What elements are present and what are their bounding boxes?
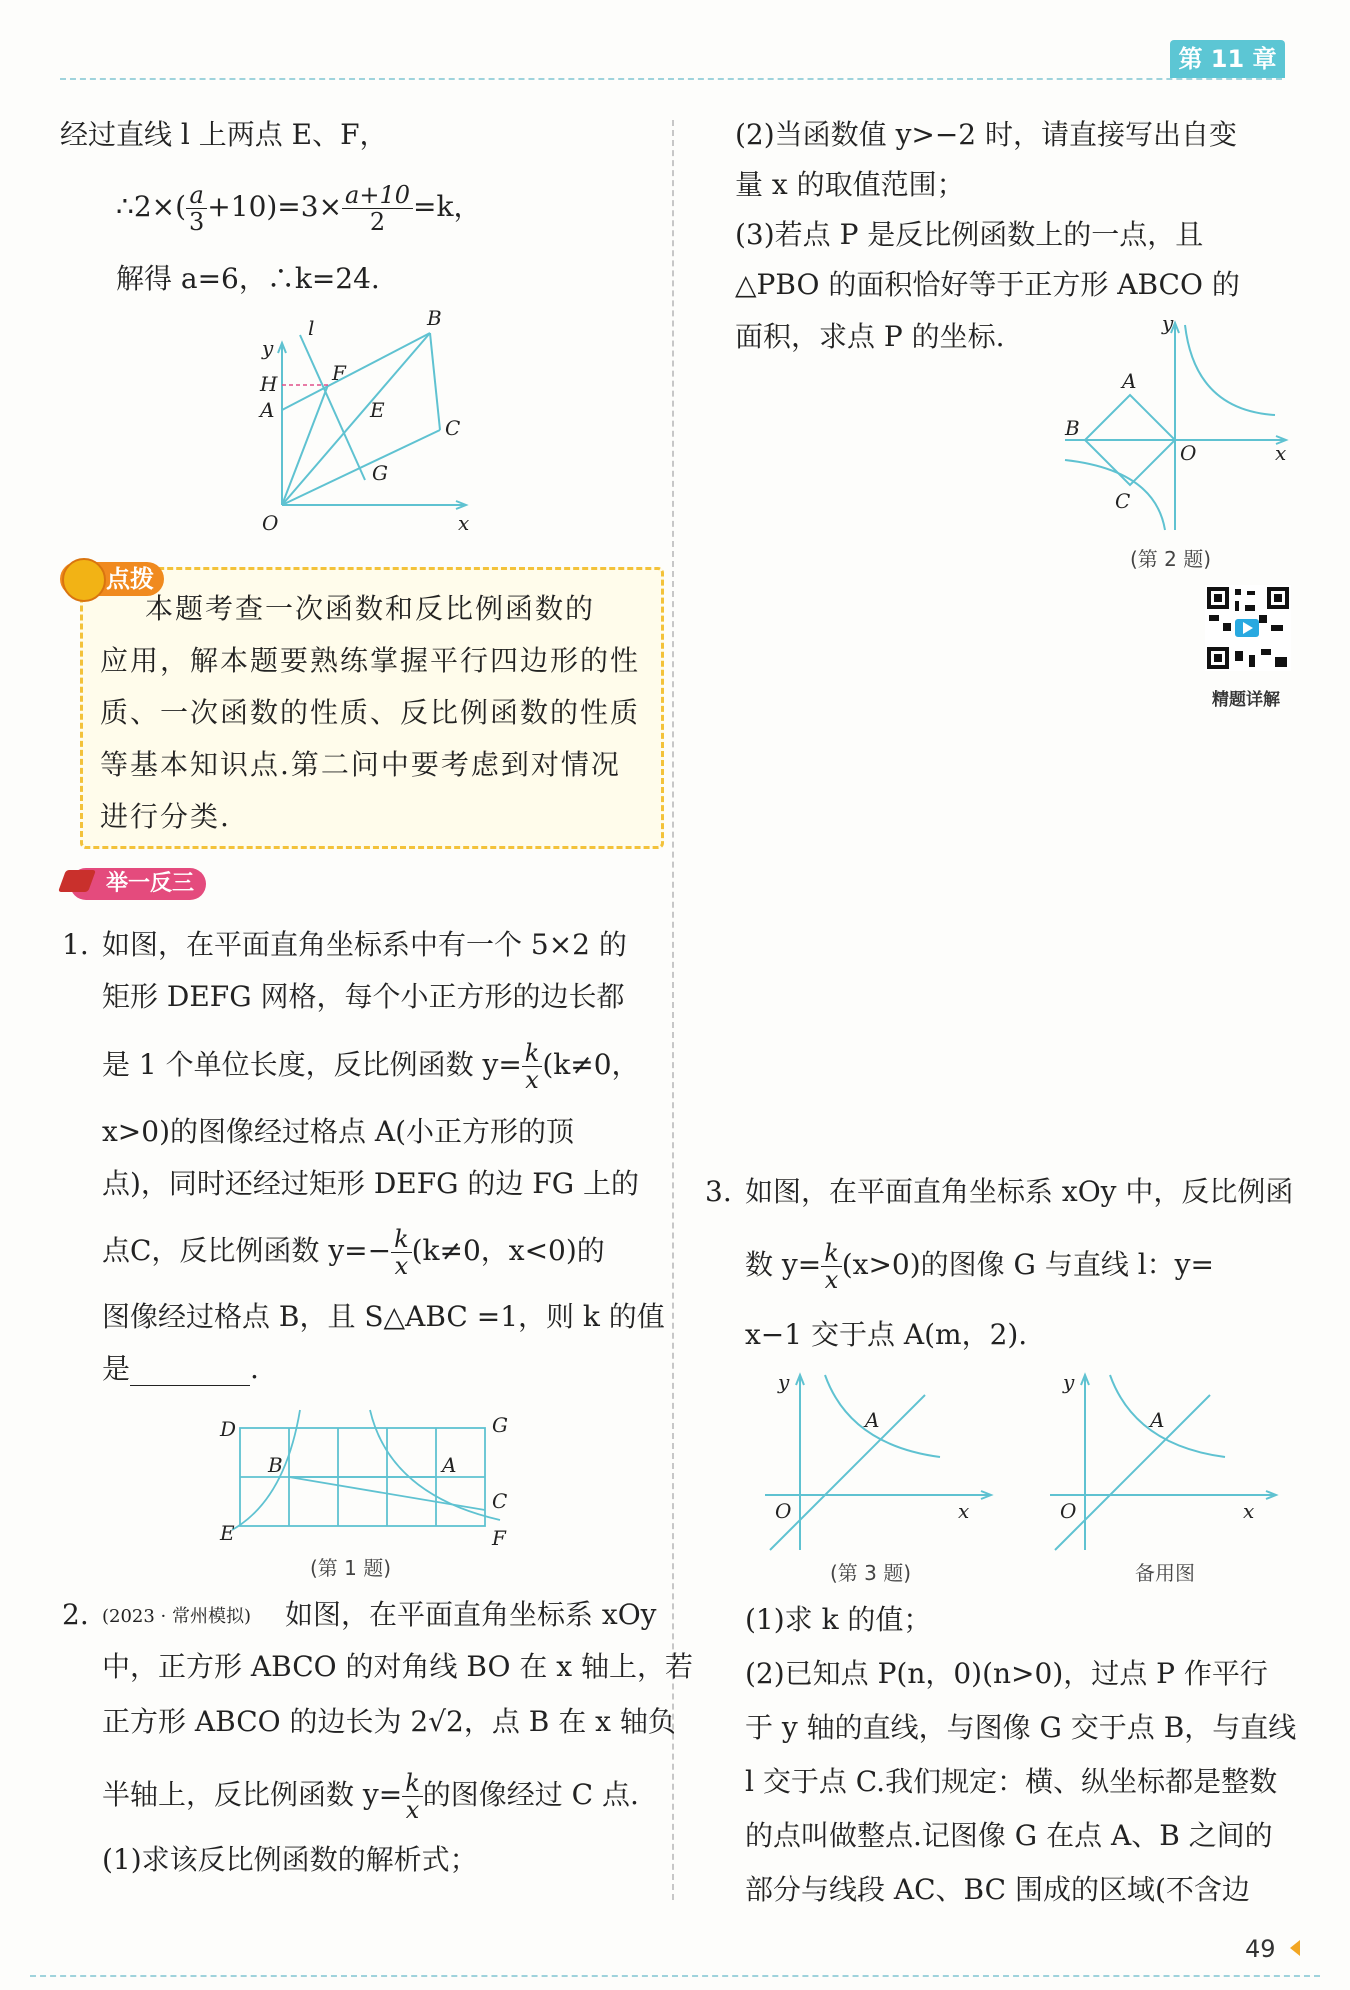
svg-text:B: B xyxy=(1065,416,1080,440)
q1-line-6: 点C，反比例函数 y=− $\frac{k}{x}$ (k≠0，x<0)的 xyxy=(102,1225,605,1280)
figure-q3-spare xyxy=(1045,1365,1285,1560)
svg-text:D: D xyxy=(220,1417,237,1441)
q1-line-8: 是 . xyxy=(102,1352,259,1385)
q2-part3-c: 面积，求点 P 的坐标. xyxy=(735,320,1005,353)
svg-text:y: y xyxy=(1063,1370,1075,1394)
mascot-icon xyxy=(62,558,106,602)
q1-caption: (第 1 题) xyxy=(310,1556,392,1580)
tip-badge: 点拨 xyxy=(60,562,164,596)
figure-q1-grid xyxy=(210,1400,510,1550)
q3-number: 3. xyxy=(705,1175,732,1208)
chapter-tab: 第 11 章 xyxy=(1170,40,1285,78)
tip-line-5: 进行分类. xyxy=(100,800,231,833)
q2-line-3: 正方形 ABCO 的边长为 2√2，点 B 在 x 轴负 xyxy=(102,1705,676,1738)
figure-q2-square xyxy=(1060,315,1300,540)
practice-badge: 举一反三 xyxy=(70,868,206,900)
footer-divider xyxy=(30,1975,1320,1977)
svg-text:O: O xyxy=(1180,441,1197,465)
tip-line-3: 质、一次函数的性质、反比例函数的性质 xyxy=(100,696,641,729)
header-divider xyxy=(60,78,1282,80)
svg-text:A: A xyxy=(442,1453,457,1477)
svg-text:B: B xyxy=(427,306,442,330)
svg-text:C: C xyxy=(445,416,461,440)
column-divider xyxy=(672,120,674,1900)
q3-part2-a: (2)已知点 P(n，0)(n>0)，过点 P 作平行 xyxy=(745,1657,1268,1690)
svg-text:C: C xyxy=(492,1489,508,1513)
q2-line-1: 如图，在平面直角坐标系 xOy xyxy=(285,1598,657,1631)
q1-line-4: x>0)的图像经过格点 A(小正方形的顶 xyxy=(102,1115,575,1148)
q3-line-3: x−1 交于点 A(m，2). xyxy=(745,1318,1028,1351)
q2-line-4: 半轴上，反比例函数 y= $\frac{k}{x}$ 的图像经过 C 点. xyxy=(102,1769,639,1824)
svg-text:y: y xyxy=(262,336,274,360)
q2-number: 2. xyxy=(62,1598,89,1631)
svg-text:O: O xyxy=(1060,1499,1077,1523)
figure-q3-main xyxy=(760,1365,1000,1560)
q3-part1: (1)求 k 的值； xyxy=(745,1603,932,1636)
svg-text:A: A xyxy=(260,398,275,422)
q1-line-7: 图像经过格点 B，且 S△ABC =1，则 k 的值 xyxy=(102,1300,665,1333)
svg-text:E: E xyxy=(370,398,385,422)
q2-caption: (第 2 题) xyxy=(1130,547,1212,571)
svg-text:G: G xyxy=(372,461,388,485)
svg-text:H: H xyxy=(260,372,278,396)
q3-caption: (第 3 题) xyxy=(830,1561,912,1585)
svg-text:y: y xyxy=(778,1370,790,1394)
svg-text:l: l xyxy=(308,316,315,340)
page-marker-icon xyxy=(1290,1940,1300,1956)
svg-text:x: x xyxy=(1275,441,1287,465)
svg-text:y: y xyxy=(1162,315,1174,335)
q3-line-2: 数 y= $\frac{k}{x}$ (x>0)的图像 G 与直线 l：y= xyxy=(745,1239,1214,1294)
q2-line-2: 中，正方形 ABCO 的对角线 BO 在 x 轴上，若 xyxy=(102,1650,693,1683)
q2-part3-a: (3)若点 P 是反比例函数上的一点，且 xyxy=(735,218,1204,251)
svg-text:O: O xyxy=(775,1499,792,1523)
q1-line-1: 如图，在平面直角坐标系中有一个 5×2 的 xyxy=(102,928,627,961)
svg-text:G: G xyxy=(492,1413,508,1437)
qr-code-icon[interactable] xyxy=(1205,585,1291,671)
tip-line-4: 等基本知识点.第二问中要考虑到对情况 xyxy=(100,748,621,781)
q2-part2-b: 量 x 的取值范围； xyxy=(735,168,965,201)
q1-number: 1. xyxy=(62,928,89,961)
q2-part3-b: △PBO 的面积恰好等于正方形 ABCO 的 xyxy=(735,268,1240,301)
qr-label: 精题详解 xyxy=(1212,690,1280,710)
svg-text:E: E xyxy=(220,1521,235,1545)
q2-part2-a: (2)当函数值 y>−2 时，请直接写出自变 xyxy=(735,118,1238,151)
svg-text:A: A xyxy=(1150,1408,1165,1432)
q2-part1: (1)求该反比例函数的解析式； xyxy=(102,1843,478,1876)
svg-text:F: F xyxy=(492,1526,506,1550)
q1-line-3: 是 1 个单位长度，反比例函数 y= $\frac{k}{x}$ (k≠0， xyxy=(102,1039,640,1094)
svg-text:x: x xyxy=(1243,1499,1255,1523)
left-equation: ∴2×( $\frac{a}{3}$ +10)=3× $\frac{a+10}{2}$ =k， xyxy=(116,181,482,236)
q1-line-2: 矩形 DEFG 网格，每个小正方形的边长都 xyxy=(102,980,625,1013)
svg-text:x: x xyxy=(458,511,470,535)
q3-spare-caption: 备用图 xyxy=(1135,1561,1195,1585)
q3-part2-c: l 交于点 C.我们规定：横、纵坐标都是整数 xyxy=(745,1765,1278,1798)
svg-text:A: A xyxy=(1122,369,1137,393)
q3-part2-e: 部分与线段 AC、BC 围成的区域(不含边 xyxy=(745,1873,1250,1906)
q2-source: (2023 · 常州模拟) xyxy=(102,1606,252,1627)
q1-line-5: 点)，同时还经过矩形 DEFG 的边 FG 上的 xyxy=(102,1167,640,1200)
figure-parallelogram xyxy=(240,305,490,535)
svg-text:A: A xyxy=(865,1408,880,1432)
left-line-1: 经过直线 l 上两点 E、F， xyxy=(60,118,388,151)
q3-line-1: 如图，在平面直角坐标系 xOy 中，反比例函 xyxy=(745,1175,1294,1208)
svg-text:B: B xyxy=(268,1453,283,1477)
q3-part2-b: 于 y 轴的直线，与图像 G 交于点 B，与直线 xyxy=(745,1711,1297,1744)
left-solution: 解得 a=6，∴k=24. xyxy=(116,262,380,295)
tip-line-2: 应用，解本题要熟练掌握平行四边形的性 xyxy=(100,644,641,677)
page-number: 49 xyxy=(1245,1935,1276,1963)
svg-text:O: O xyxy=(262,511,279,535)
svg-text:C: C xyxy=(1115,489,1131,513)
svg-text:x: x xyxy=(958,1499,970,1523)
svg-text:F: F xyxy=(332,361,346,385)
q3-part2-d: 的点叫做整点.记图像 G 在点 A、B 之间的 xyxy=(745,1819,1273,1852)
tip-line-1: 本题考查一次函数和反比例函数的 xyxy=(145,592,596,625)
answer-blank xyxy=(130,1357,250,1386)
